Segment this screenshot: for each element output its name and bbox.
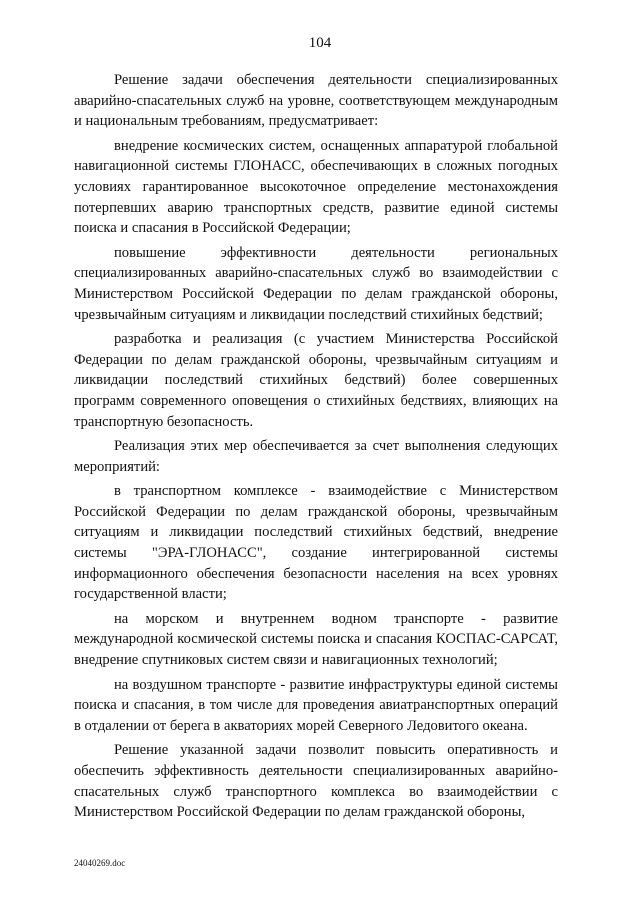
document-body <box>74 70 558 823</box>
page-number: 104 <box>308 35 332 51</box>
paragraph-measures-intro: Реализация этих мер обеспечивается за счет выполнения следующих мероприятий: <box>74 438 558 475</box>
paragraph-warning-programs: разработка и реализация (с участием Министерства Российской Федерации по делам гражданской обороны, чрезвычайным ситуациям и ликвидации последствий стихийных бедствий) более совершенных программ современного оповещения о стихийных бедствиях, влияющих на транспортную безопасность. <box>74 331 558 430</box>
footer-document-code: 24040269.doc <box>74 858 126 868</box>
paragraph-sea-transport: на морском и внутреннем водном транспорте - развитие международной космической системы поиска и спасания КОСПАС-САРСАТ, внедрение спутниковых систем связи и навигационных технологий; <box>74 610 558 669</box>
paragraph-transport-complex: в транспортном комплексе - взаимодействие с Министерством Российской Федерации по делам гражданской обороны, чрезвычайным ситуациям и ликвидации последствий стихийных бедствий, внедрение системы "ЭРА-ГЛОНАСС", создание интегрированной системы информационного обеспечения безопасности населения на всех уровнях государственной власти; <box>74 483 558 603</box>
paragraph-air-transport: на воздушном транспорте - развитие инфраструктуры единой системы поиска и спасания, в том числе для проведения авиатранспортных операций в отдалении от берега в акваториях морей Северного Ледовитого океана. <box>74 676 558 734</box>
paragraph-regional-services: повышение эффективности деятельности региональных специализированных аварийно-спасательных служб во взаимодействии с Министерством Российской Федерации по делам гражданской обороны, чрезвычайным ситуациям и ликвидации последствий стихийных бедствий; <box>74 244 558 323</box>
paragraph-task-outcome: Решение указанной задачи позволит повысить оперативность и обеспечить эффективность деятельности специализированных аварийно-спасательных служб транспортного комплекса во взаимодействии с Министерством Российской Федерации по делам гражданской обороны, <box>74 742 558 821</box>
paragraph-glonass-systems: внедрение космических систем, оснащенных аппаратурой глобальной навигационной системы ГЛОНАСС, обеспечивающих в сложных погодных условиях гарантированное высокоточное определение местонахождения потерпевших аварию транспортных средств, развитие единой системы поиска и спасания в Российской Федерации; <box>74 137 558 237</box>
paragraph-task-intro: Решение задачи обеспечения деятельности специализированных аварийно-спасательных служб на уровне, соответствующем международным и национальным требованиям, предусматривает: <box>74 72 558 130</box>
